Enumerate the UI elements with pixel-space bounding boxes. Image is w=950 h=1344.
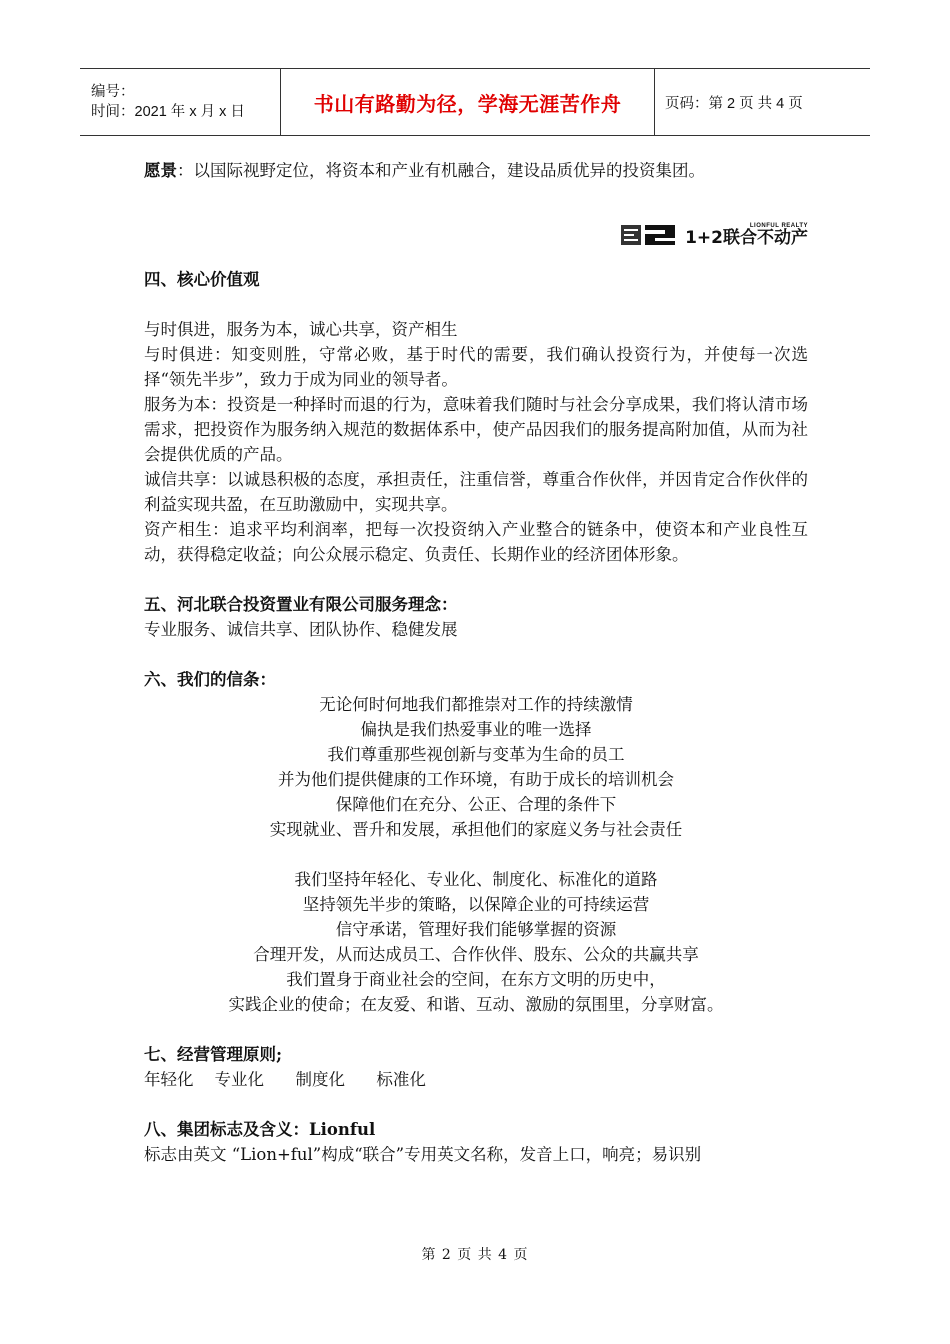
creed-line: 合理开发，从而达成员工、合作伙伴、股东、公众的共赢共享 xyxy=(253,945,699,964)
logo-wordmark: 1+2联合不动产 xyxy=(685,228,808,248)
company-logo xyxy=(621,223,808,247)
creed-line: 偏执是我们热爱事业的唯一选择 xyxy=(360,720,592,739)
section7-title: 七、经营管理原则; xyxy=(144,1045,283,1064)
creed-line: 无论何时何地我们都推崇对工作的持续激情 xyxy=(319,695,633,714)
document-body xyxy=(144,158,808,1167)
page-number-text: 页码：第 2 页 共 4 页 xyxy=(665,95,803,112)
creed-line: 实现就业、晋升和发展，承担他们的家庭义务与社会责任 xyxy=(269,820,683,839)
creed-line: 实践企业的使命；在友爱、和谐、互动、激励的氛围里，分享财富。 xyxy=(228,995,724,1014)
section4-title: 四、核心价值观 xyxy=(144,270,260,289)
page-header xyxy=(80,68,870,136)
section8-title: 八、集团标志及含义：Lionful xyxy=(144,1120,376,1139)
vision-paragraph xyxy=(144,158,808,183)
creed-line: 我们尊重那些视创新与变革为生命的员工 xyxy=(327,745,625,764)
header-info-cell xyxy=(80,69,281,135)
motto-text: 书山有路勤为径，学海无涯苦作舟 xyxy=(313,91,622,116)
creed-line: 并为他们提供健康的工作环境，有助于成长的培训机会 xyxy=(278,770,674,789)
creed-line: 我们坚持年轻化、专业化、制度化、标准化的道路 xyxy=(294,870,658,889)
section4-paragraph: 资产相生：追求平均利润率，把每一次投资纳入产业整合的链条中，使资本和产业良性互动，获得稳定收益；向公众展示稳定、负责任、长期作业的经济团体形象。 xyxy=(144,520,808,564)
section7-text: 年轻化 专业化 制度化 标准化 xyxy=(144,1070,426,1089)
vision-label: 愿景 xyxy=(144,161,177,180)
section4-paragraph: 与时俱进：知变则胜，守常必败，基于时代的需要，我们确认投资行为，并使每一次选择“领先半步”，致力于成为同业的领导者。 xyxy=(144,345,808,389)
header-motto-cell xyxy=(281,69,655,135)
creed-line: 坚持领先半步的策略，以保障企业的可持续运营 xyxy=(302,895,650,914)
logo-row xyxy=(144,183,808,267)
section4-paragraph: 服务为本：投资是一种择时而退的行为，意味着我们随时与社会分享成果，我们将认清市场需求，把投资作为服务纳入规范的数据体系中，使产品因我们的服务提高附加值，从而为社会提供优质的产品。 xyxy=(144,395,808,464)
creed-line: 信守承诺，管理好我们能够掌握的资源 xyxy=(335,920,617,939)
page-footer: 第 2 页 共 4 页 xyxy=(421,1247,529,1263)
vision-text: ：以国际视野定位，将资本和产业有机融合，建设品质优异的投资集团。 xyxy=(177,161,705,180)
logo-subtitle: LIONFUL REALTY xyxy=(749,223,808,229)
section4-paragraph: 诚信共享：以诚恳积极的态度，承担责任，注重信誉，尊重合作伙伴，并因肯定合作伙伴的利益实现共盈，在互助激励中，实现共享。 xyxy=(144,470,808,514)
header-page-cell xyxy=(655,69,870,135)
section5-title: 五、河北联合投资置业有限公司服务理念： xyxy=(144,595,458,614)
section6-title: 六、我们的信条： xyxy=(144,670,276,689)
logo-text xyxy=(685,223,808,247)
lionful-mark-icon xyxy=(621,223,677,247)
creed-line: 我们置身于商业社会的空间，在东方文明的历史中， xyxy=(286,970,666,989)
serial-label: 编号： xyxy=(91,84,135,100)
section4-summary: 与时俱进，服务为本，诚心共享，资产相生 xyxy=(144,320,458,339)
section5-text: 专业服务、诚信共享、团队协作、稳健发展 xyxy=(144,620,458,639)
section8-text: 标志由英文 “Lion+ful”构成“联合”专用英文名称，发音上口，响亮；易识别 xyxy=(144,1145,702,1164)
date-text: 时间：2021 年 x 月 x 日 xyxy=(91,104,245,120)
creed-line: 保障他们在充分、公正、合理的条件下 xyxy=(335,795,617,814)
